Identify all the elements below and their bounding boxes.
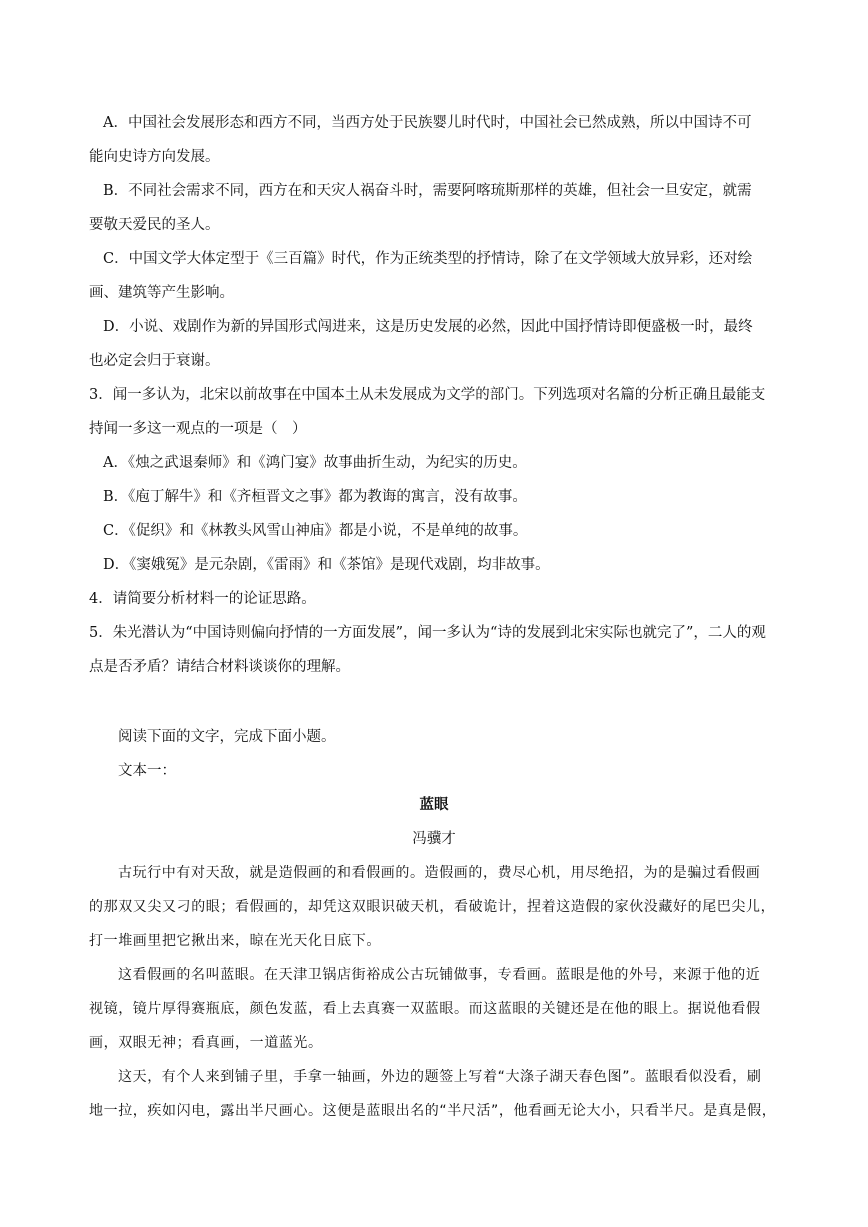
option-b-line-1: B．不同社会需求不同，西方在和天灾人祸奋斗时，需要阿喀琉斯那样的英雄，但社会一旦安定，就需: [103, 183, 752, 199]
option-d-line-1: D．小说、戏剧作为新的异国形式闯进来，这是历史发展的必然，因此中国抒情诗即便盛极一时，最终: [103, 319, 753, 335]
option-c-line-2: 画、建筑等产生影响。: [89, 285, 234, 301]
paragraph-2-line-3: 画，双眼无神；看真画，一道蓝光。: [89, 1035, 323, 1051]
paragraph-1-line-1: 古玩行中有对天敌，就是造假画的和看假画的。造假画的，费尽心机，用尽绝招，为的是骗过看假画: [118, 865, 761, 881]
paragraph-1-line-3: 打一堆画里把它揪出来，晾在光天化日底下。: [89, 933, 381, 949]
article-title: 蓝眼: [419, 796, 449, 813]
paragraph-1-line-2: 的那双又尖又刁的眼；看假画的，却凭这双眼识破天机，看破诡计，捏着这造假的家伙没藏好的尾巴尖儿，: [89, 899, 776, 915]
option-d-line-2: 也必定会归于衰谢。: [89, 353, 220, 369]
question-3-option-a: A．《烛之武退秦师》和《鸿门宴》故事曲折生动，为纪实的历史。: [103, 455, 527, 471]
paragraph-3-line-1: 这天，有个人来到铺子里，手拿一轴画，外边的题签上写着“大涤子湖天春色图”。蓝眼看似没看，刷: [118, 1069, 762, 1085]
option-c-line-1: C．中国文学大体定型于《三百篇》时代，作为正统类型的抒情诗，除了在文学领域大放异彩，还对绘: [103, 251, 753, 267]
question-5-line-1: 5．朱光潜认为“中国诗则偏向抒情的一方面发展”，闻一多认为“诗的发展到北宋实际也就完了”，二人的观: [89, 625, 766, 641]
question-4: 4．请简要分析材料一的论证思路。: [89, 591, 316, 607]
question-3-option-d: D．《窦娥冤》是元杂剧，《雷雨》和《茶馆》是现代戏剧，均非故事。: [103, 557, 550, 573]
question-5-line-2: 点是否矛盾？请结合材料谈谈你的理解。: [89, 659, 350, 675]
reading-instruction: 阅读下面的文字，完成下面小题。: [118, 729, 336, 745]
question-3-option-b: B．《庖丁解牛》和《齐桓晋文之事》都为教诲的寓言，没有故事。: [103, 489, 527, 505]
paragraph-2-line-2: 视镜，镜片厚得赛瓶底，颜色发蓝，看上去真赛一双蓝眼。而这蓝眼的关键还是在他的眼上。据说他看假: [89, 1001, 761, 1017]
question-3-stem-line-1: 3．闻一多认为，北宋以前故事在中国本土从未发展成为文学的部门。下列选项对名篇的分析正确且最能支: [89, 387, 766, 403]
option-a-line-1: A．中国社会发展形态和西方不同，当西方处于民族婴儿时代时，中国社会已然成熟，所以中国诗不可: [103, 115, 752, 131]
option-a-line-2: 能向史诗方向发展。: [89, 149, 220, 165]
question-3-option-c: C．《促织》和《林教头风雪山神庙》都是小说，不是单纯的故事。: [103, 523, 528, 539]
paragraph-2-line-1: 这看假画的名叫蓝眼。在天津卫锅店街裕成公古玩铺做事，专看画。蓝眼是他的外号，来源于他的近: [118, 967, 761, 983]
question-3-stem-line-2: 持闻一多这一观点的一项是（ ）: [89, 421, 307, 437]
paragraph-3-line-2: 地一拉，疾如闪电，露出半尺画心。这便是蓝眼出名的“半尺活”，他看画无论大小，只看半尺。是真是假，: [89, 1103, 777, 1119]
article-author: 冯骥才: [412, 831, 456, 847]
text-label: 文本一：: [118, 763, 176, 779]
option-b-line-2: 要敬天爱民的圣人。: [89, 217, 220, 233]
